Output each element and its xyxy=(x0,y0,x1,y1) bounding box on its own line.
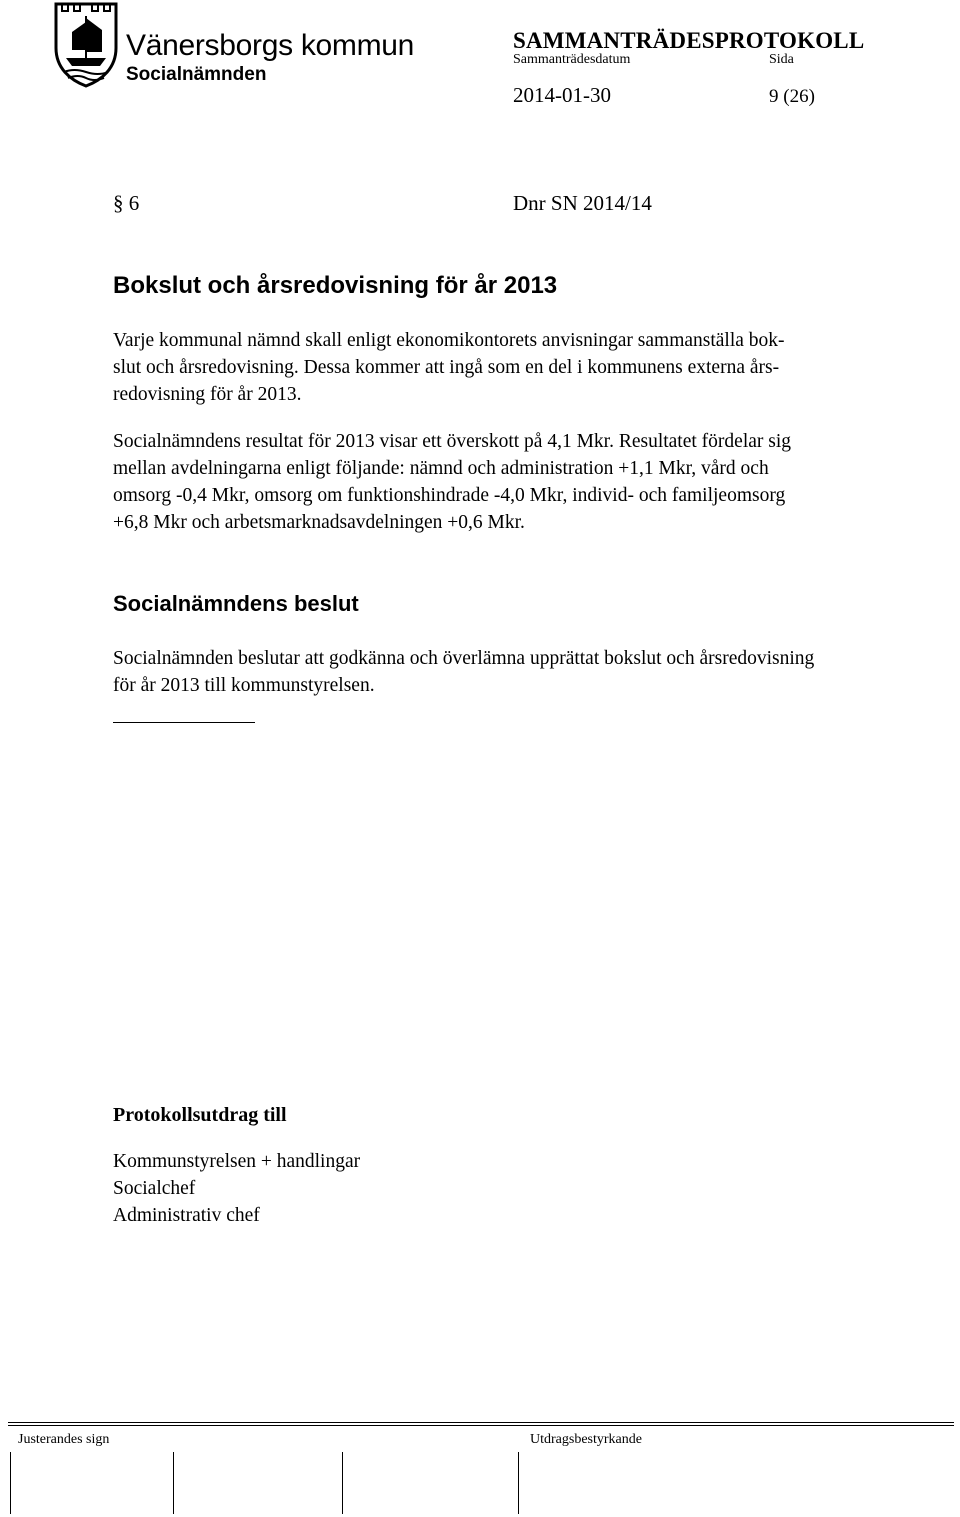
meeting-date-label: Sammanträdesdatum xyxy=(513,52,631,67)
text-line: mellan avdelningarna enligt följande: nämnd och administration +1,1 Mkr, vård och xyxy=(113,458,769,479)
distribution-heading: Protokollsutdrag till xyxy=(113,1104,287,1126)
sign-box-divider xyxy=(10,1452,11,1514)
list-item: Kommunstyrelsen + handlingar xyxy=(113,1151,361,1172)
meeting-date: 2014-01-30 xyxy=(513,83,611,107)
sign-box-divider xyxy=(342,1452,343,1514)
text-line: Varje kommunal nämnd skall enligt ekonomikontorets anvisningar sammanställa bok- xyxy=(113,330,785,351)
list-item: Administrativ chef xyxy=(113,1205,260,1226)
body-paragraph-1 xyxy=(113,327,785,408)
logo-name: Vänersborgs kommun xyxy=(126,29,415,62)
page-number: 9 (26) xyxy=(769,86,815,107)
sign-box-divider xyxy=(173,1452,174,1514)
footer-rule-2 xyxy=(8,1425,954,1426)
decision-text xyxy=(113,645,814,699)
extract-label: Utdragsbestyrkande xyxy=(530,1432,642,1447)
text-line: Socialnämndens resultat för 2013 visar ett överskott på 4,1 Mkr. Resultatet fördelar sig xyxy=(113,431,792,452)
text-line: för år 2013 till kommunstyrelsen. xyxy=(113,675,375,696)
logo-subtitle: Socialnämnden xyxy=(126,64,267,85)
text-line: redovisning för år 2013. xyxy=(113,384,302,405)
body-paragraph-2 xyxy=(113,428,791,536)
decision-heading: Socialnämndens beslut xyxy=(113,591,359,616)
text-line: omsorg -0,4 Mkr, omsorg om funktionshindrade -4,0 Mkr, individ- och familjeomsorg xyxy=(113,485,786,506)
text-line: +6,8 Mkr och arbetsmarknadsavdelningen +0,6 Mkr. xyxy=(113,512,525,533)
sign-label: Justerandes sign xyxy=(18,1432,110,1447)
distribution-list xyxy=(113,1148,360,1229)
protocol-title: SAMMANTRÄDESPROTOKOLL xyxy=(513,28,865,53)
section-title: Bokslut och årsredovisning för år 2013 xyxy=(113,272,558,299)
footer-top-rule xyxy=(8,1422,954,1423)
paragraph-number: § 6 xyxy=(113,191,140,215)
coat-of-arms-icon xyxy=(50,2,122,88)
text-line: Socialnämnden beslutar att godkänna och överlämna upprättat bokslut och årsredovisning xyxy=(113,648,815,669)
sign-box-divider xyxy=(518,1452,519,1514)
case-number: Dnr SN 2014/14 xyxy=(513,191,652,215)
municipality-logo xyxy=(50,2,122,88)
end-rule xyxy=(113,722,255,723)
text-line: slut och årsredovisning. Dessa kommer att ingå som en del i kommunens externa års- xyxy=(113,357,780,378)
list-item: Socialchef xyxy=(113,1178,196,1199)
page-label: Sida xyxy=(769,52,794,67)
